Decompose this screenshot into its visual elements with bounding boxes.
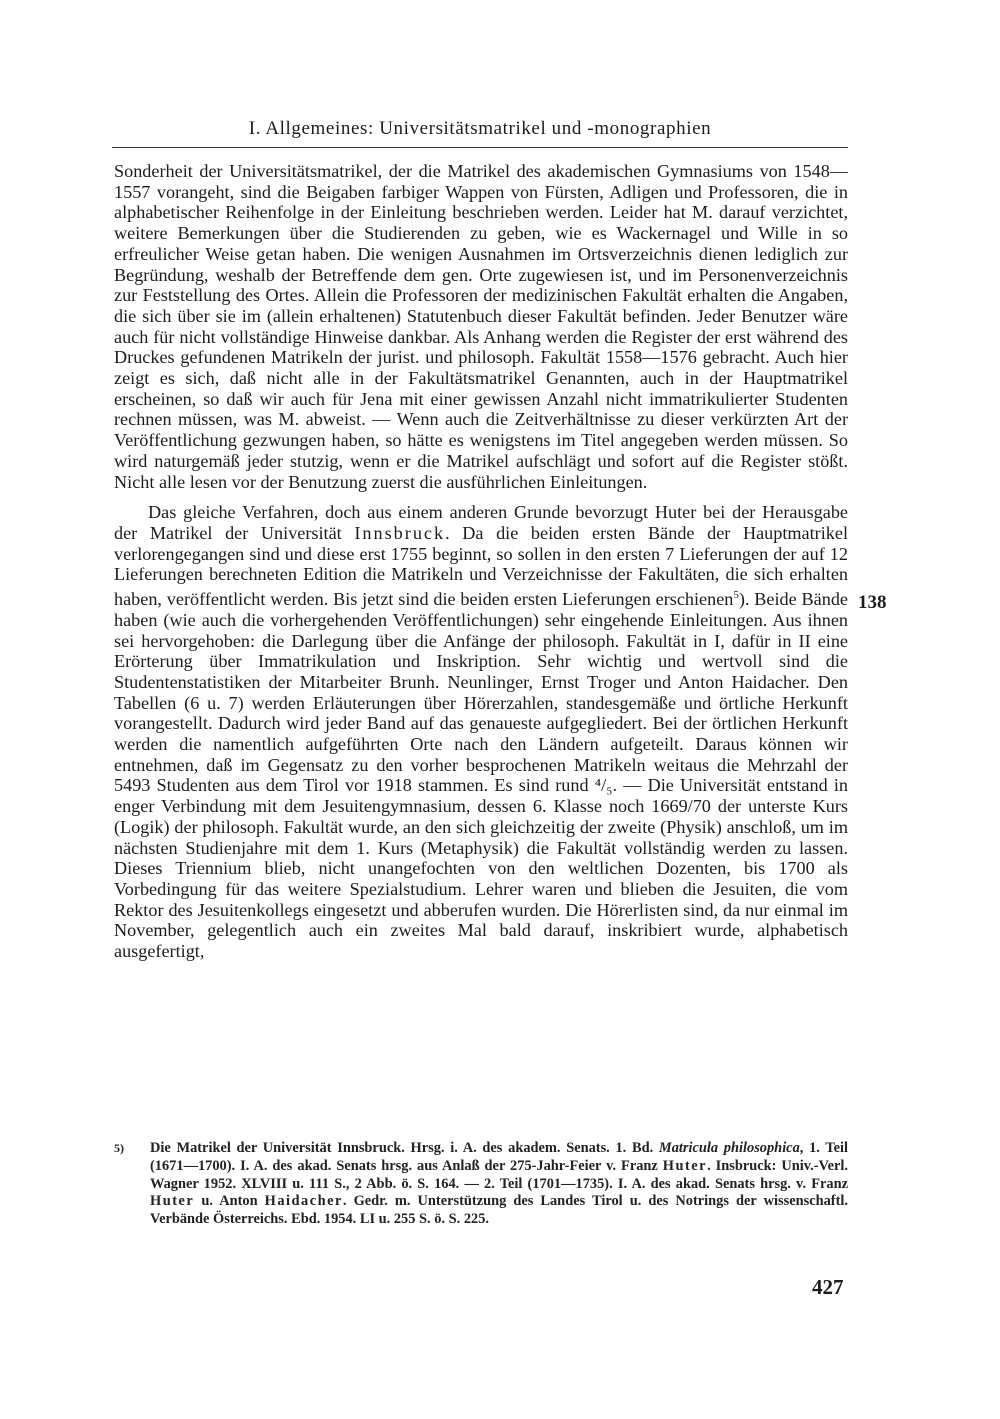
paragraph-1: Sonderheit der Universitätsmatrikel, der die Matrikel des akademischen Gymnasiums von 1548—1557 vorangeht, sind die Beigaben farbiger Wappen von Fürsten, Adligen und Professoren, die in alphabetischer Reihenfolge in der Einleitung beschrieben werden. Leider hat M. darauf verzichtet, weitere Bemerkungen über die Studierenden zu geben, wie es Wackernagel und Wille in so erfreulicher Weise getan haben. Die wenigen Ausnahmen im Ortsverzeichnis dienen lediglich zur Begründung, weshalb der Betreffende dem gen. Orte zugewiesen ist, und im Personenverzeichnis zur Feststellung des Ortes. Allein die Professoren der medizinischen Fakultät erhalten die Angaben, die sich über sie im (allein erhaltenen) Statutenbuch dieser Fakultät befinden. Jeder Benutzer wäre auch für nicht vollständige Hinweise dankbar. Als Anhang werden die Register der erst während des Druckes gefundenen Matrikeln der jurist. und philosoph. Fakultät 1558—1576 gebracht. Auch hier zeigt es sich, daß nicht alle in der Fakultätsmatrikel Genannten, auch in der Hauptmatrikel erscheinen, so daß wir auch für Jena mit einer gewissen Anzahl nicht immatrikulierter Studenten rechnen müssen, was M. abweist. — Wenn auch die Zeitverhältnisse zu dieser verkürzten Art der Veröffentlichung gezwungen haben, so hätte es wenigstens im Titel angegeben werden müssen. So wird naturgemäß jeder stutzig, wenn er die Matrikel aufschlägt und sofort auf die Register stößt. Nicht alle lesen vor der Benutzung zuerst die ausführlichen Einleitungen.: [114, 161, 848, 492]
footnote-reference: 5: [733, 589, 739, 602]
paragraph-2-part-d: . — Die Universität entstand in enger Verbindung mit dem Jesuitengymnasium, dessen 6. Klasse noch 1669/70 der unterste Kurs (Logik) der philosoph. Fakultät wurde, an den sich gleichzeitig der zweite (Physik) anschloß, um im nächsten Studienjahre mit dem 1. Kurs (Metaphysik) die Fakultät vollständig werden zu lassen. Dieses Triennium blieb, nicht unangefochten von den weltlichen Dozenten, bis 1700 als Vorbedingung für das weitere Spezialstudium. Lehrer waren und blieben die Jesuiten, die vom Rektor des Jesuitenkollegs eingesetzt und abberufen wurden. Die Hörerlisten sind, da nur einmal im November, gelegentlich auch ein zweites Mal bald darauf, inskribiert wurde, alphabetisch ausgefertigt,: [114, 775, 848, 962]
paragraph-2-part-b: . Da die beiden ersten Bände der Hauptmatrikel verlorengegangen sind und diese erst 1755 beginnt, so sollen in den ersten 7 Lieferungen der auf 12 Lieferungen berechneten Edition die Matrikeln und Verzeichnisse der Fakultäten, die sich erhalten haben, veröffentlicht werden. Bis jetzt sind die beiden ersten Lieferungen erschienen: [114, 522, 849, 610]
footnote-part-e: . Gedr. m. Unterstützung des Landes Tirol u. des Notrings der wissenschaftl. Verbände Österreichs. Ebd. 1954. LI u. 255 S. ö. S. 225.: [150, 1193, 848, 1228]
main-text: [114, 161, 848, 962]
running-head: I. Allgemeines: Universitätsmatrikel und -monographien: [248, 118, 712, 139]
footnote-title-italic: Matricula philosophica: [658, 1140, 800, 1156]
fraction: ⁴/₅: [594, 775, 613, 796]
page-number: 427: [812, 1275, 844, 1299]
footnote-part-a: Die Matrikel der Universität Innsbruck. Hrsg. i. A. des akadem. Senats. 1. Bd.: [150, 1140, 654, 1156]
footnote-text: [150, 1140, 848, 1229]
footnote-name-huter-1: Huter: [662, 1157, 708, 1174]
paragraph-2: [114, 502, 848, 962]
margin-number: 138: [858, 592, 887, 613]
footnote-part-c: . Insbruck: Univ.-Verl. Wagner 1952. XLVIII u. 111 S., 2 Abb. ö. S. 164. — 2. Teil (1701—1735). I. A. des akad. Senats hrsg. v. Franz: [150, 1157, 848, 1192]
footnote-part-b: , 1. Teil (1671—1700). I. A. des akad. Senats hrsg. aus Anlaß der 275-Jahr-Feier v. Franz: [150, 1140, 848, 1174]
footnote-part-d: u. Anton: [201, 1193, 258, 1210]
place-name-innsbruck: Innsbruck: [354, 522, 446, 543]
header-rule: [112, 147, 848, 148]
paragraph-2-part-a: Das gleiche Verfahren, doch aus einem anderen Grunde bevorzugt Huter bei der Herausgabe der Matrikel der Universität: [114, 502, 848, 543]
footnote-name-haidacher: Haidacher: [264, 1193, 343, 1210]
footnote: [114, 1140, 848, 1229]
footnote-name-huter-2: Huter: [150, 1193, 195, 1210]
paragraph-2-part-c: ). Beide Bände haben (wie auch die vorhergehenden Veröffentlichungen) sehr eingehende Einleitungen. Aus ihnen sei hervorgehoben: die Darlegung über die Anfänge der philosoph. Fakultät in I, dafür in II eine Erörterung über Immatrikulation und Inskription. Sehr wichtig und wertvoll sind die Studentenstatistiken der Mitarbeiter Brunh. Neunlinger, Ernst Troger und Anton Haidacher. Den Tabellen (6 u. 7) werden Erläuterungen über Hörerzahlen, standesgemäße und örtliche Herkunft vorangestellt. Dadurch wird jeder Band auf das genaueste aufgegliedert. Bei der örtlichen Herkunft werden die namentlich aufgeführten Orte nach den Ländern aufgeteilt. Daraus können wir entnehmen, daß im Gegensatz zu den vorher besprochenen Matrikeln weitaus die Mehrzahl der 5493 Studenten aus dem Tirol vor 1918 stammen. Es sind rund: [114, 589, 848, 796]
footnote-mark: 5): [114, 1141, 124, 1155]
